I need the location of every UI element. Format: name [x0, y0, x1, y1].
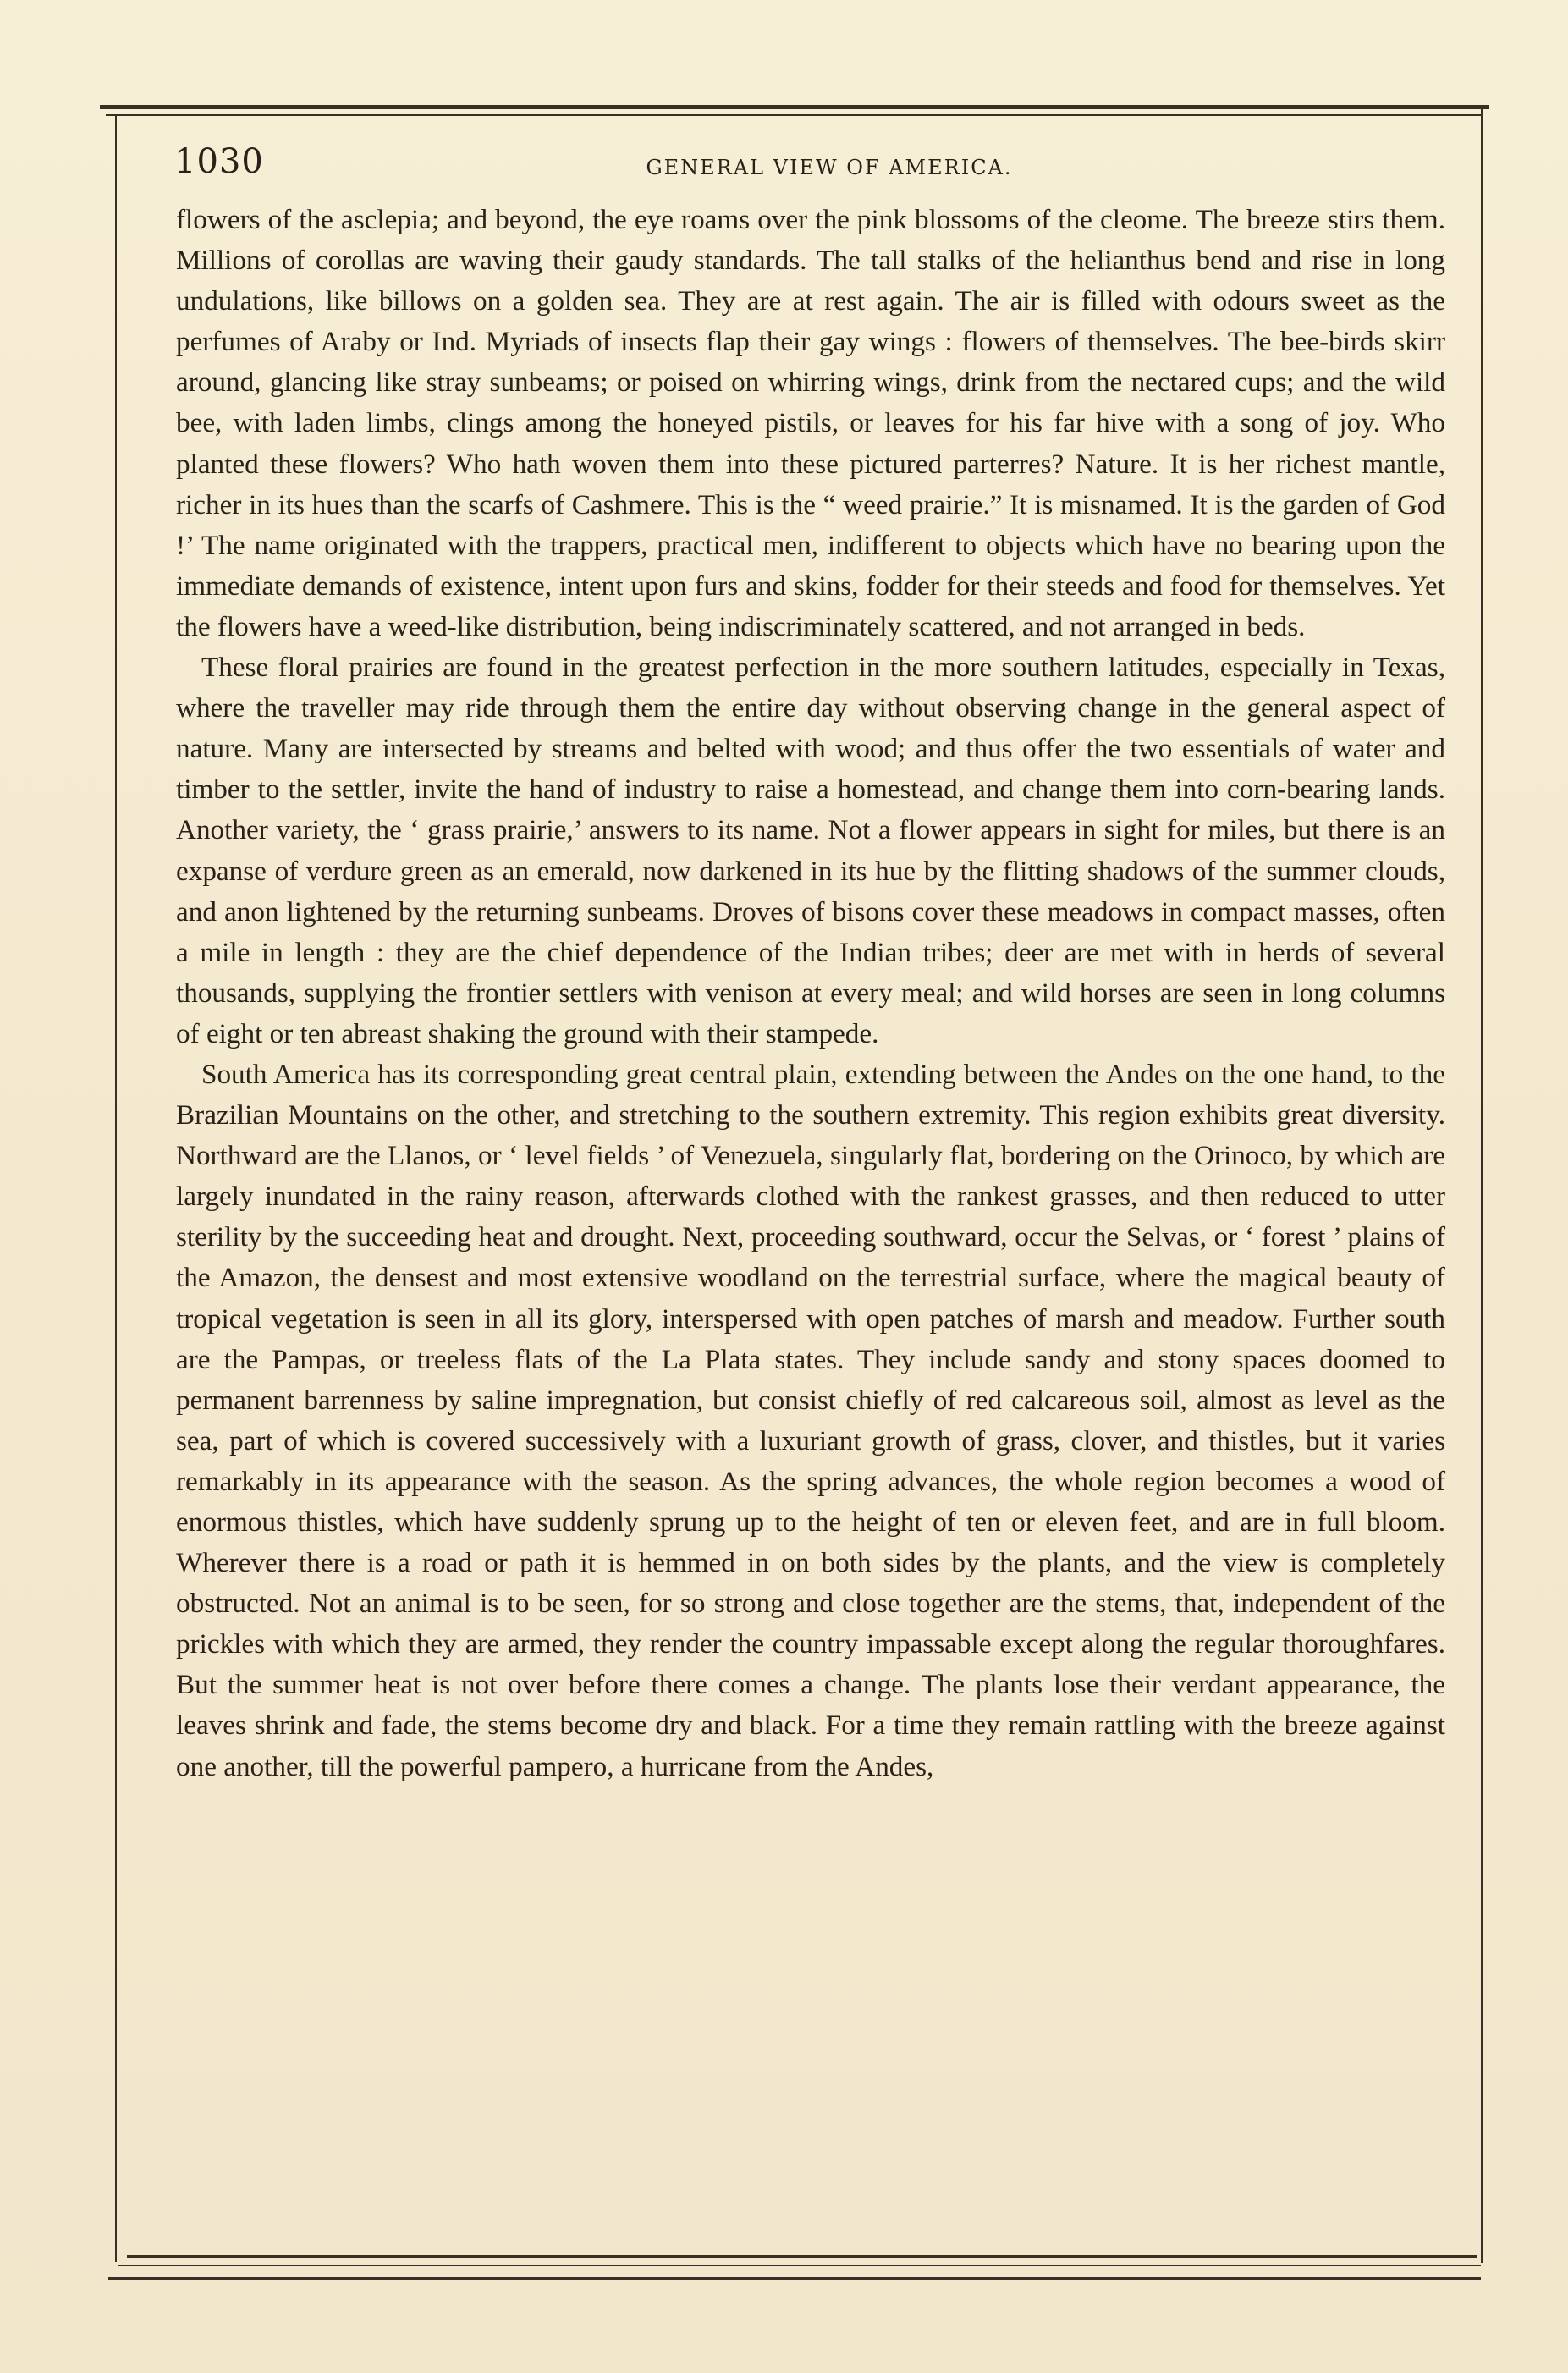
- bottom-rule-outer: [108, 2277, 1481, 2280]
- running-head: GENERAL VIEW OF AMERICA.: [646, 156, 1013, 179]
- bottom-rule-middle: [118, 2265, 1481, 2266]
- top-border-rule: [100, 105, 1489, 109]
- page-header: [169, 142, 1447, 193]
- top-inner-rule: [106, 114, 1483, 116]
- paragraph-continued: flowers of the asclepia; and beyond, the eye roams over the pink blossoms of the cleome. The breeze stirs them. Millions of corollas are waving their gaudy standards. The tall stalks of the helianthus bend and rise in long undulations, like billows on a golden sea. They are at rest again. The air is filled with odours sweet as the perfumes of Araby or Ind. Myriads of insects flap their gay wings : flowers of themselves. The bee-birds skirr around, glancing like stray sunbeams; or poised on whirring wings, drink from the nectared cups; and the wild bee, with laden limbs, clings among the honeyed pistils, or leaves for his far hive with a song of joy. Who planted these flowers? Who hath woven them into these pictured parterres? Nature. It is her richest mantle, richer in its hues than the scarfs of Cashmere. This is the “ weed prairie.” It is misnamed. It is the garden of God !’ The name originated with the trappers, practical men, indifferent to objects which have no bearing upon the immediate demands of existence, intent upon furs and skins, fodder for their steeds and food for themselves. Yet the flowers have a weed-like distribution, being indiscriminately scattered, and not arranged in beds.: [176, 204, 1445, 642]
- body-text: [176, 200, 1445, 1787]
- bottom-rule-inner: [127, 2255, 1477, 2258]
- page-number: 1030: [174, 142, 264, 181]
- paragraph-floral-prairies: These floral prairies are found in the greatest perfection in the more southern latitudes, especially in Texas, where the traveller may ride through them the entire day without observing change in the general aspect of nature. Many are intersected by streams and belted with wood; and thus offer the two essentials of water and timber to the settler, invite the hand of industry to raise a homestead, and change them into corn-bearing lands. Another variety, the ‘ grass prairie,’ answers to its name. Not a flower appears in sight for miles, but there is an expanse of verdure green as an emerald, now darkened in its hue by the flitting shadows of the summer clouds, and anon lightened by the returning sunbeams. Droves of bisons cover these meadows in compact masses, often a mile in length : they are the chief dependence of the Indian tribes; deer are met with in herds of several thousands, supplying the frontier settlers with venison at every meal; and wild horses are seen in long columns of eight or ten abreast shaking the ground with their stampede.: [176, 652, 1445, 1049]
- paragraph-south-america: South America has its corresponding great central plain, extending between the Andes on the one hand, to the Brazilian Mountains on the other, and stretching to the southern extremity. This region exhibits great diversity. Northward are the Llanos, or ‘ level fields ’ of Venezuela, singularly flat, bordering on the Orinoco, by which are largely inundated in the rainy reason, afterwards clothed with the rankest grasses, and then reduced to utter sterility by the succeeding heat and drought. Next, proceeding southward, occur the Selvas, or ‘ forest ’ plains of the Amazon, the densest and most extensive woodland on the terrestrial surface, where the magical beauty of tropical vegetation is seen in all its glory, interspersed with open patches of marsh and meadow. Further south are the Pampas, or treeless flats of the La Plata states. They include sandy and stony spaces doomed to permanent barrenness by saline impregnation, but consist chiefly of red calcareous soil, almost as level as the sea, part of which is covered successively with a luxuriant growth of grass, clover, and thistles, but it varies remarkably in its appearance with the season. As the spring advances, the whole region becomes a wood of enormous thistles, which have suddenly sprung up to the height of ten or eleven feet, and are in full bloom. Wherever there is a road or path it is hemmed in on both sides by the plants, and the view is completely obstructed. Not an animal is to be seen, for so strong and close together are the stems, that, independent of the prickles with which they are armed, they render the country impassable except along the regular thoroughfares. But the summer heat is not over before there comes a change. The plants lose their verdant appearance, the leaves shrink and fade, the stems become dry and black. For a time they remain rattling with the breeze against one another, till the powerful pampero, a hurricane from the Andes,: [176, 1058, 1445, 1782]
- right-border-rule: [1481, 108, 1483, 2263]
- left-border-rule: [115, 115, 117, 2262]
